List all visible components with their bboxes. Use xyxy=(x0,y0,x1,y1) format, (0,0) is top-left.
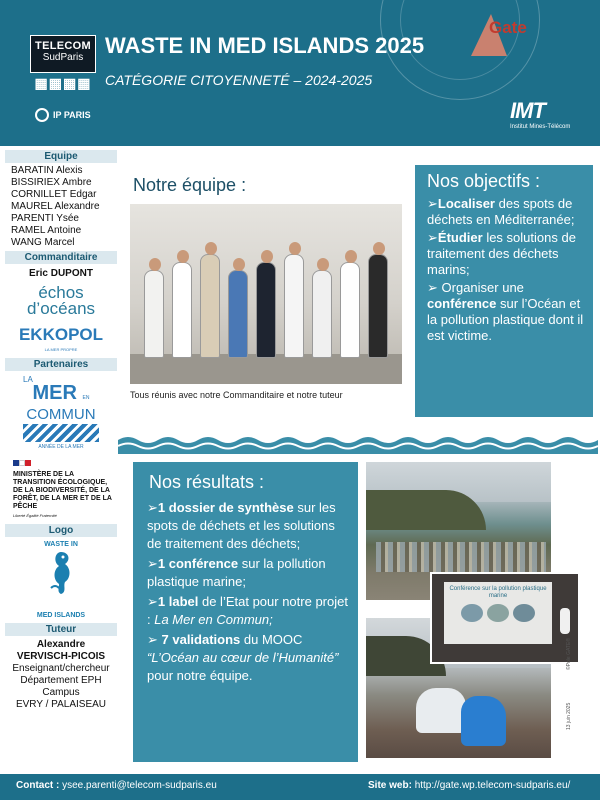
team-member: WANG Marcel xyxy=(11,237,75,248)
person-head xyxy=(205,242,217,255)
conference-photo xyxy=(430,572,580,664)
person-head xyxy=(177,250,189,263)
person-figure xyxy=(144,270,164,358)
bullet-item xyxy=(427,230,585,278)
bullet-text: des spots de déchets en Méditerranée; xyxy=(427,196,575,227)
imt-mark: IMT xyxy=(510,98,545,123)
mer-logo-commun: COMMUN xyxy=(26,406,96,423)
arrow-bullet-icon: ➢ xyxy=(427,196,438,211)
site-label: Site web: xyxy=(368,780,412,791)
imt-logo xyxy=(510,98,570,130)
project-logo-bottom: MED ISLANDS xyxy=(36,612,86,619)
ekkopol-logo: EKKOPOL xyxy=(18,325,104,344)
ip-paris-logo xyxy=(35,108,91,122)
bullet-item xyxy=(147,631,348,685)
footer-contact xyxy=(16,780,217,791)
slide-image xyxy=(461,604,483,622)
arrow-bullet-icon: ➢ xyxy=(147,500,158,515)
person-figure xyxy=(340,262,360,358)
telecom-logo-line2: SudParis xyxy=(42,52,84,63)
person-figure xyxy=(228,270,248,358)
person-figure xyxy=(172,262,192,358)
tutor-details xyxy=(5,663,117,711)
objectives-box xyxy=(415,165,593,417)
bullet-bold-text: 1 conférence xyxy=(157,556,239,571)
slide-images xyxy=(448,604,548,622)
team-heading: Notre équipe : xyxy=(133,175,247,195)
ip-paris-text: IP PARIS xyxy=(53,110,91,120)
person-figure xyxy=(368,254,388,358)
footer-site xyxy=(368,780,570,791)
photo-date: 13 juin 2025 xyxy=(566,702,572,730)
bullet-item xyxy=(427,280,585,344)
contact-email-link[interactable]: ysee.parenti@telecom-sudparis.eu xyxy=(62,780,217,791)
gate-logo-text: Gate xyxy=(489,18,527,37)
bag xyxy=(416,688,466,733)
arrow-bullet-icon: ➢ xyxy=(147,594,158,609)
wave-divider xyxy=(118,432,600,454)
arrow-bullet-icon: ➢ xyxy=(147,632,158,647)
team-member: MAUREL Alexandre xyxy=(11,201,100,212)
bullet-italic-text: “L’Océan au cœur de l’Humanité” xyxy=(147,650,339,665)
header-banner xyxy=(0,0,600,146)
echos-logo-line2: d’océans xyxy=(26,299,96,318)
results-list xyxy=(147,499,348,685)
bullet-bold-text: 1 label xyxy=(157,594,199,609)
wave-icon xyxy=(23,424,99,442)
team-member: PARENTI Ysée xyxy=(11,213,79,224)
ekkopol-tagline: LA MER PROPRE xyxy=(44,347,78,352)
bullet-item xyxy=(147,499,348,553)
photo-credit: ©Pole GATE® xyxy=(566,637,572,670)
arrow-bullet-icon: ➢ xyxy=(427,280,438,295)
bullet-text: les solutions de traitement des déchets marins; xyxy=(427,230,576,277)
gate-logo xyxy=(465,8,555,63)
slide-image xyxy=(487,604,509,622)
team-member: BISSIRIEX Ambre xyxy=(11,177,92,188)
bullet-item xyxy=(427,196,585,228)
objectives-title: Nos objectifs : xyxy=(427,171,541,191)
person-figure xyxy=(200,254,220,358)
page-title: WASTE IN MED ISLANDS 2025 xyxy=(105,33,425,58)
conference-slide-title: Conférence sur la pollution plastique marine xyxy=(449,586,547,599)
mer-logo-annee: ANNÉE DE LA MER xyxy=(38,444,84,450)
tutor-detail-line: Enseignant/chercheur xyxy=(12,663,110,674)
hill xyxy=(366,490,486,530)
person-head xyxy=(373,242,385,255)
bullet-bold-text: Localiser xyxy=(437,196,495,211)
commanditaire-name: Eric DUPONT xyxy=(29,268,93,279)
bullet-text: du MOOC xyxy=(240,632,303,647)
conference-screen xyxy=(444,582,552,644)
telecom-logo-line1: TELECOM xyxy=(35,40,91,52)
slide-image xyxy=(513,604,535,622)
site-url-link[interactable]: http://gate.wp.telecom-sudparis.eu/ xyxy=(414,780,571,791)
flag-icon xyxy=(25,460,31,466)
logo-heading: Logo xyxy=(5,524,117,537)
sidebar xyxy=(5,150,117,770)
person-figure xyxy=(284,254,304,358)
bullet-bold-text: conférence xyxy=(427,296,497,311)
commanditaire-heading: Commanditaire xyxy=(5,251,117,264)
debris xyxy=(376,542,546,572)
bullet-text: sur l’Océan et la pollution plastique dont il est victime. xyxy=(427,296,584,343)
bullet-text: de l’Etat pour notre projet : xyxy=(147,594,348,627)
team-list xyxy=(5,165,117,249)
mer-logo-en: EN xyxy=(82,395,90,401)
la-mer-en-commun-logo xyxy=(5,375,117,450)
bullet-bold-text: Étudier xyxy=(437,230,483,245)
bullet-text: Organiser une xyxy=(437,280,524,295)
team-member: BARATIN Alexis xyxy=(11,165,83,176)
main-content xyxy=(118,150,600,770)
tutor-detail-line: Campus xyxy=(42,687,80,698)
bullet-italic-text: La Mer en Commun; xyxy=(154,612,273,627)
objectives-list xyxy=(427,196,585,344)
bullet-item xyxy=(147,555,348,591)
mer-logo-la: LA xyxy=(23,375,33,384)
ministere-motto: Liberté Égalité Fraternité xyxy=(13,513,57,518)
speaker xyxy=(560,608,570,634)
bullet-bold-text: 7 validations xyxy=(157,632,241,647)
page-subtitle: CATÉGORIE CITOYENNETÉ – 2024-2025 xyxy=(105,72,373,88)
tutor-detail-line: EVRY / PALAISEAU xyxy=(15,699,107,710)
person-head xyxy=(149,258,161,271)
person-head xyxy=(261,250,273,263)
bullet-text: sur la pollution plastique marine; xyxy=(147,556,326,589)
arrow-bullet-icon: ➢ xyxy=(147,556,158,571)
imt-text: Institut Mines-Télécom xyxy=(510,124,571,130)
team-photo xyxy=(130,204,402,384)
bullet-text: sur les spots de déchets et les solutions de traitement des déchets; xyxy=(147,500,336,551)
telecom-sudparis-logo xyxy=(30,35,96,95)
telecom-glyph-icon: ▦▦▦▦ xyxy=(34,75,92,91)
person-head xyxy=(317,258,329,271)
waste-in-med-islands-logo xyxy=(5,541,117,619)
person-head xyxy=(345,250,357,263)
seahorse-icon xyxy=(5,548,117,612)
echos-doceans-logo xyxy=(5,285,117,317)
contact-label: Contact : xyxy=(16,780,60,791)
ip-paris-ring-icon xyxy=(35,108,49,122)
bullet-bold-text: 1 dossier de synthèse xyxy=(157,500,294,515)
bullet-text: pour notre équipe. xyxy=(147,668,253,683)
team-member: CORNILLET Edgar xyxy=(11,189,97,200)
arrow-bullet-icon: ➢ xyxy=(427,230,438,245)
photo-floor xyxy=(130,354,402,384)
team-photo-caption: Tous réunis avec notre Commanditaire et notre tuteur xyxy=(130,390,343,400)
echos-logo-line1: échos xyxy=(38,283,84,302)
ministere-logo xyxy=(13,458,117,518)
person-figure xyxy=(256,262,276,358)
mer-logo-mer: MER xyxy=(32,382,77,404)
results-title: Nos résultats : xyxy=(149,472,265,492)
person-head xyxy=(233,258,245,271)
ministere-text: MINISTÈRE DE LA TRANSITION ÉCOLOGIQUE, DE LA BIODIVERSITÉ, DE LA FORÊT, DE LA MER ET DE LA PÊCHE xyxy=(13,471,112,510)
tutor-detail-line: Département EPH xyxy=(20,675,102,686)
person-head xyxy=(289,242,301,255)
tuteur-heading: Tuteur xyxy=(5,623,117,636)
tutor-last-name: VERVISCH-PICOIS xyxy=(16,651,106,662)
footer xyxy=(0,774,600,800)
equipe-heading: Equipe xyxy=(5,150,117,163)
partenaires-heading: Partenaires xyxy=(5,358,117,371)
bag xyxy=(461,696,506,746)
results-box xyxy=(133,462,358,762)
tutor-first-name: Alexandre xyxy=(36,639,86,650)
team-member: RAMEL Antoine xyxy=(11,225,82,236)
project-logo-top: WASTE IN xyxy=(44,541,78,548)
bullet-item xyxy=(147,593,348,629)
person-figure xyxy=(312,270,332,358)
